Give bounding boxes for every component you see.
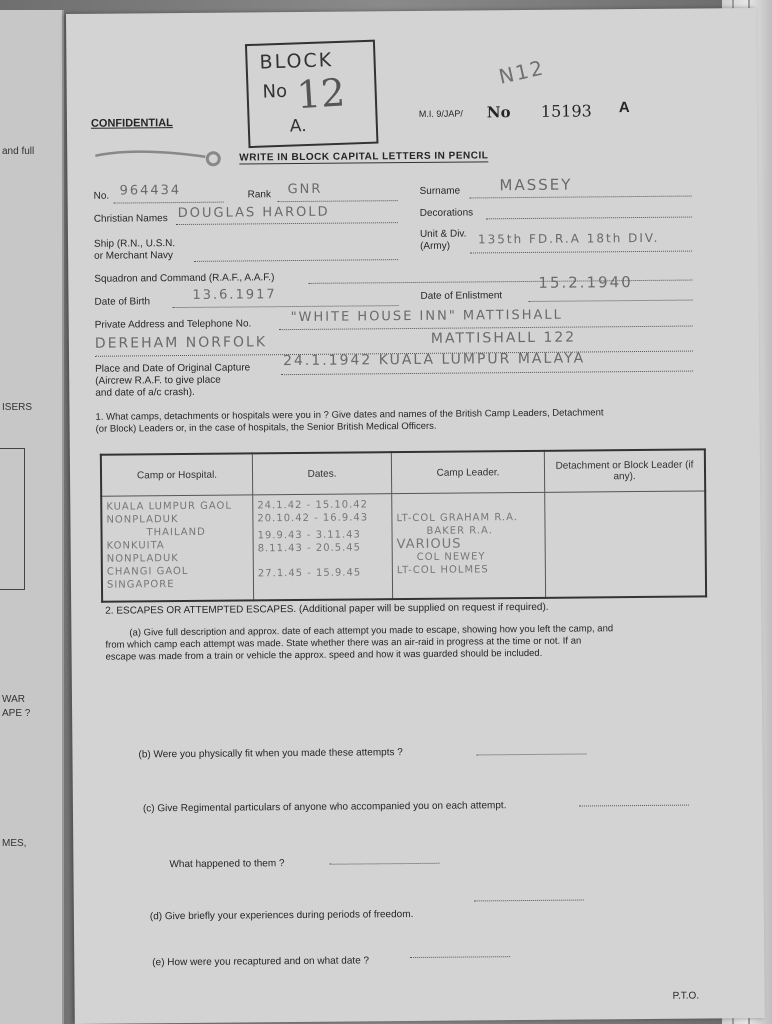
- confidential-label: CONFIDENTIAL: [90, 117, 173, 130]
- christian-names-label: Christian Names: [93, 213, 168, 225]
- enlistment-value: 15.2.1940: [538, 273, 633, 292]
- leader-entry: COL NEWEY: [416, 551, 486, 563]
- handwritten-annotation: N12: [496, 55, 547, 89]
- section1-question-2: (or Block) Leaders or, in the case of hospitals, the Senior British Medical Officers.: [95, 420, 437, 435]
- rank-label: Rank: [247, 189, 271, 201]
- surname-label: Surname: [419, 185, 461, 197]
- form-no-label: No: [486, 103, 511, 122]
- camps-cell: [101, 495, 253, 602]
- column-header-camp: Camp or Hospital.: [101, 453, 253, 496]
- decorations-label: Decorations: [419, 207, 474, 219]
- date-entry: 8.11.43 - 20.5.45: [257, 542, 362, 555]
- capture-label: Place and Date of Original Capture: [95, 362, 251, 375]
- service-number-value: 964434: [119, 183, 182, 199]
- question-c-followup: What happened to them ?: [169, 858, 285, 871]
- camp-entry: THAILAND: [146, 526, 206, 539]
- instruction-heading: WRITE IN BLOCK CAPITAL LETTERS IN PENCIL: [239, 150, 489, 164]
- leader-entry: LT-COL GRAHAM R.A.: [396, 512, 518, 525]
- question-d: (d) Give briefly your experiences during periods of freedom.: [149, 909, 414, 923]
- left-fragment: ISERS: [2, 402, 33, 413]
- form-number: 15193: [540, 101, 592, 121]
- column-header-dates: Dates.: [252, 452, 391, 495]
- date-entry: 24.1.42 - 15.10.42: [257, 499, 369, 512]
- camp-entry: NONPLADUK: [106, 514, 179, 526]
- stamp-word: BLOCK: [259, 49, 334, 74]
- ship-label-2: or Merchant Navy: [94, 250, 174, 262]
- christian-names-value: DOUGLAS HAROLD: [177, 204, 330, 222]
- form-suffix: A: [618, 99, 630, 117]
- capture-label-2: (Aircrew R.A.F. to give place: [95, 374, 221, 387]
- section2a-text-3: escape was made from a train or vehicle the approx. speed and how it was guarded should be included.: [105, 647, 543, 663]
- surname-value: MASSEY: [499, 175, 573, 195]
- no-label: No.: [93, 190, 110, 202]
- form-page: [66, 8, 765, 1024]
- detachment-cell: [545, 491, 706, 598]
- capture-label-3: and date of a/c crash).: [95, 386, 195, 399]
- unit-label-2: (Army): [419, 240, 451, 252]
- left-fragment: WAR: [2, 694, 25, 705]
- dates-cell: [253, 494, 393, 601]
- ref-label: M.I. 9/JAP/: [418, 108, 463, 119]
- unit-label: Unit & Div.: [419, 228, 467, 240]
- section2-title: 2. ESCAPES OR ATTEMPTED ESCAPES. (Additional paper will be supplied on request if required).: [105, 601, 549, 617]
- camp-entry: KONKUITA: [106, 540, 165, 552]
- camps-table: [100, 448, 707, 602]
- date-entry: 20.10.42 - 16.9.43: [257, 512, 369, 525]
- stamp-no: No: [262, 80, 288, 103]
- address-label: Private Address and Telephone No.: [94, 318, 252, 331]
- twine-string: [95, 149, 225, 172]
- capture-value: 24.1.1942 KUALA LUMPUR MALAYA: [282, 350, 586, 370]
- date-entry: 27.1.45 - 15.9.45: [257, 567, 362, 580]
- left-fragment: APE ?: [2, 708, 31, 719]
- section1-question: 1. What camps, detachments or hospitals were you in ? Give dates and names of the British Camp Leaders, Detachment: [95, 407, 604, 423]
- dob-value: 13.6.1917: [192, 287, 277, 303]
- pto-label: P.T.O.: [672, 990, 700, 1002]
- column-header-camp-leader: Camp Leader.: [391, 451, 544, 494]
- question-c: (c) Give Regimental particulars of anyone who accompanied you on each attempt.: [142, 800, 507, 815]
- column-header-detachment: Detachment or Block Leader (if any).: [544, 449, 705, 492]
- leader-entry: LT-COL HOLMES: [396, 564, 489, 577]
- camp-entry: NONPLADUK: [106, 553, 179, 565]
- camp-entry: KUALA LUMPUR GAOL: [106, 500, 232, 513]
- question-b: (b) Were you physically fit when you made these attempts ?: [138, 747, 403, 761]
- address-value-line1: "WHITE HOUSE INN" MATTISHALL: [290, 307, 563, 326]
- camp-entry: CHANGI GAOL: [106, 565, 189, 578]
- address-value-line3: MATTISHALL 122: [430, 329, 577, 347]
- enlistment-label: Date of Enlistment: [420, 290, 503, 302]
- stamp-handwritten-number: 12: [295, 70, 347, 118]
- ship-label: Ship (R.N., U.S.N.: [93, 238, 176, 250]
- date-entry: 19.9.43 - 3.11.43: [257, 529, 361, 542]
- left-fragment: MES,: [2, 838, 27, 849]
- squadron-label: Squadron and Command (R.A.F., A.A.F.): [94, 272, 275, 285]
- camp-entry: SINGAPORE: [106, 579, 175, 591]
- left-page-box: [0, 448, 25, 590]
- leader-entry: BAKER R.A.: [426, 525, 493, 537]
- leaders-cell: [392, 492, 546, 599]
- question-e: (e) How were you recaptured and on what date ?: [152, 955, 370, 969]
- rank-value: GNR: [287, 181, 323, 198]
- left-fragment: and full: [2, 146, 35, 157]
- section2a-text: (a) Give full description and approx. date of each attempt you made to escape, showing how you left the camp, and: [129, 623, 614, 639]
- address-value-line2: DEREHAM NORFOLK: [94, 334, 268, 352]
- leader-entry: VARIOUS: [396, 536, 462, 553]
- dob-label: Date of Birth: [94, 296, 151, 308]
- section2a-text-2: from which camp each attempt was made. State whether there was an air-raid in progress at the time or not. If an: [105, 635, 582, 651]
- unit-value: 135th FD.R.A 18th DIV.: [477, 230, 660, 247]
- left-page: [0, 10, 64, 1024]
- stamp-letter: A.: [289, 116, 307, 137]
